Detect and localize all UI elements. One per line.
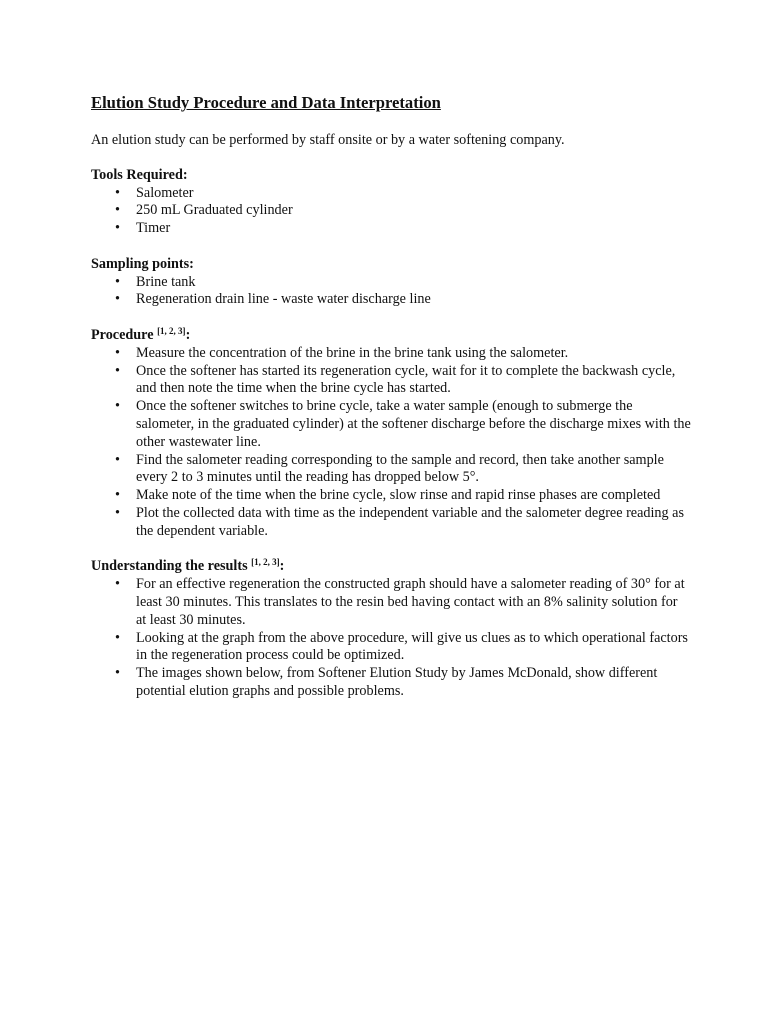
procedure-heading: [91, 327, 691, 345]
procedure-reference: [1, 2, 3]: [157, 325, 186, 336]
sampling-list: [91, 274, 691, 310]
procedure-step: • Make note of the time when the brine cycle, slow rinse and rapid rinse phases are completed: [136, 487, 691, 505]
intro-paragraph: An elution study can be performed by staff onsite or by a water softening company.: [91, 132, 565, 148]
sampling-heading: Sampling points:: [91, 255, 194, 272]
procedure-step: • Once the softener switches to brine cycle, take a water sample (enough to submerge the salometer, in the graduated cylinder) at the softener discharge before the discharge mixes with the other wastewater line.: [136, 398, 691, 451]
sampling-section: [91, 256, 691, 309]
results-heading-colon: :: [279, 558, 285, 575]
procedure-step: • Measure the concentration of the brine in the brine tank using the salometer.: [136, 345, 691, 363]
sampling-list-item: • Brine tank: [136, 274, 691, 292]
procedure-heading-text: Procedure: [91, 326, 154, 343]
procedure-step: • Once the softener has started its regeneration cycle, wait for it to complete the backwash cycle, and then note the time when the brine cycle has started.: [136, 363, 691, 399]
results-reference: [1, 2, 3]: [251, 557, 280, 568]
procedure-step: • Plot the collected data with time as the independent variable and the salometer degree reading as the dependent variable.: [136, 505, 691, 541]
tools-section: [91, 167, 691, 238]
procedure-step: • Find the salometer reading corresponding to the sample and record, then take another sample every 2 to 3 minutes until the reading has dropped below 5°.: [136, 452, 691, 488]
results-list-item: • For an effective regeneration the constructed graph should have a salometer reading of 30° for at least 30 minutes. This translates to the resin bed having contact with an 8% salinity solution for at least 30 minutes.: [136, 576, 691, 629]
tools-list-item: • Salometer: [136, 185, 691, 203]
results-heading: [91, 558, 691, 576]
procedure-list: [91, 345, 691, 541]
results-section: [91, 558, 691, 700]
tools-list-item: • 250 mL Graduated cylinder: [136, 202, 691, 220]
procedure-heading-colon: :: [185, 326, 191, 343]
document-content: [91, 92, 691, 719]
page-title: Elution Study Procedure and Data Interpretation: [91, 93, 441, 112]
results-list-item: • Looking at the graph from the above procedure, will give us clues as to which operational factors in the regeneration process could be optimized.: [136, 630, 691, 666]
sampling-list-item: • Regeneration drain line - waste water discharge line: [136, 291, 691, 309]
results-list-item: • The images shown below, from Softener Elution Study by James McDonald, show different potential elution graphs and possible problems.: [136, 665, 691, 701]
procedure-section: [91, 327, 691, 541]
tools-heading: Tools Required:: [91, 166, 188, 183]
tools-list: [91, 185, 691, 238]
results-heading-text: Understanding the results: [91, 558, 248, 575]
results-list: [91, 576, 691, 701]
tools-list-item: • Timer: [136, 220, 691, 238]
